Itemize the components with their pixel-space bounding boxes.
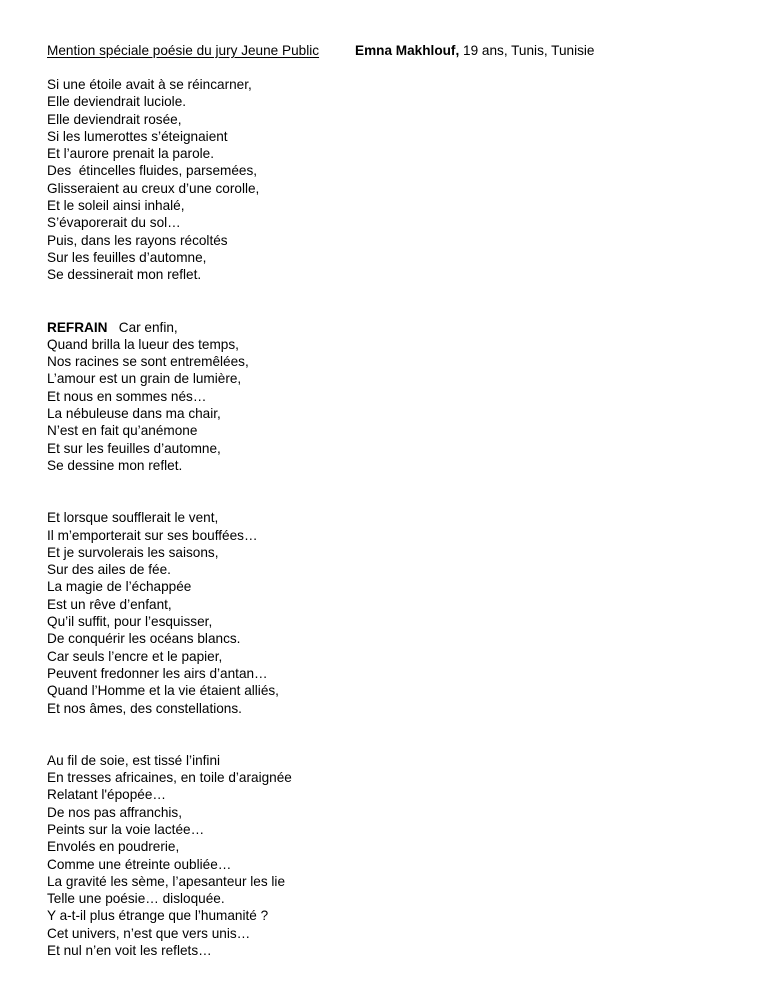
poem-line: Des étincelles fluides, parsemées, — [47, 163, 258, 179]
poem-line: Elle deviendrait rosée, — [47, 111, 182, 127]
poem-line: N’est en fait qu’anémone — [47, 423, 198, 439]
poem-line: Il m’emporterait sur ses bouffées… — [47, 527, 258, 543]
poem-line: La nébuleuse dans ma chair, — [47, 406, 221, 422]
poem-line: Quand l’Homme et la vie étaient alliés, — [47, 683, 279, 699]
poem-line: Cet univers, n’est que vers unis… — [47, 925, 251, 941]
award-mention: Mention spéciale poésie du jury Jeune Public — [47, 43, 320, 58]
poem-line: Se dessine mon reflet. — [47, 457, 183, 473]
poem-line: La magie de l’échappée — [47, 579, 192, 595]
poem-line: Et je survolerais les saisons, — [47, 544, 219, 560]
poem-line: Quand brilla la lueur des temps, — [47, 336, 239, 352]
refrain-opening: Car enfin, — [107, 319, 178, 335]
poem-line: S’évaporerait du sol… — [47, 215, 181, 231]
poem-line: Si les lumerottes s’éteignaient — [47, 128, 228, 144]
poem-line: Au fil de soie, est tissé l’infini — [47, 752, 221, 768]
poem-line: Qu’il suffit, pour l’esquisser, — [47, 614, 213, 630]
poem-line: Est un rêve d’enfant, — [47, 596, 172, 612]
poem-line: Comme une étreinte oubliée… — [47, 856, 232, 872]
poem-line: Et nous en sommes nés… — [47, 388, 207, 404]
poem-line: Sur les feuilles d’automne, — [47, 249, 207, 265]
poem-line: Et lorsque soufflerait le vent, — [47, 510, 219, 526]
poem-line: En tresses africaines, en toile d’araignée — [47, 770, 292, 786]
poem-line: La gravité les sème, l’apesanteur les lie — [47, 873, 286, 889]
poem-line: Elle deviendrait luciole. — [47, 94, 187, 110]
stanza-refrain — [47, 319, 747, 475]
poem-line: Et nul n’en voit les reflets… — [47, 943, 212, 959]
poem-line: Puis, dans les rayons récoltés — [47, 232, 228, 248]
poem — [47, 76, 747, 959]
poem-line: Se dessinerait mon reflet. — [47, 267, 202, 283]
poem-line: Y a-t-il plus étrange que l’humanité ? — [47, 908, 269, 924]
poem-line: Peints sur la voie lactée… — [47, 821, 205, 837]
stanza-1 — [47, 76, 747, 284]
poem-line: Et l’aurore prenait la parole. — [47, 146, 214, 162]
poem-line: De conquérir les océans blancs. — [47, 631, 241, 647]
poem-line: Si une étoile avait à se réincarner, — [47, 77, 252, 92]
poem-line: Envolés en poudrerie, — [47, 839, 180, 855]
poem-line: Relatant l'épopée… — [47, 787, 166, 803]
poem-line: Et nos âmes, des constellations. — [47, 700, 242, 716]
refrain-first-line — [47, 319, 747, 336]
author-credit — [355, 42, 595, 59]
poem-line: De nos pas affranchis, — [47, 804, 183, 820]
poem-line: Peuvent fredonner les airs d’antan… — [47, 665, 268, 681]
poem-line: Telle une poésie… disloquée. — [47, 891, 225, 907]
poem-line: L’amour est un grain de lumière, — [47, 371, 242, 387]
poem-line: Sur des ailes de fée. — [47, 562, 171, 578]
author-details: 19 ans, Tunis, Tunisie — [459, 43, 595, 58]
poem-line: Et le soleil ainsi inhalé, — [47, 198, 185, 214]
stanza-4 — [47, 752, 747, 960]
header — [47, 42, 747, 59]
author-name: Emna Makhlouf, — [355, 43, 460, 58]
poem-line: Nos racines se sont entremêlées, — [47, 354, 249, 370]
stanza-3 — [47, 509, 747, 717]
poem-line: Car seuls l’encre et le papier, — [47, 648, 223, 664]
poem-line: Et sur les feuilles d’automne, — [47, 440, 221, 456]
refrain-label: REFRAIN — [47, 319, 108, 335]
poem-line: Glisseraient au creux d’une corolle, — [47, 180, 260, 196]
